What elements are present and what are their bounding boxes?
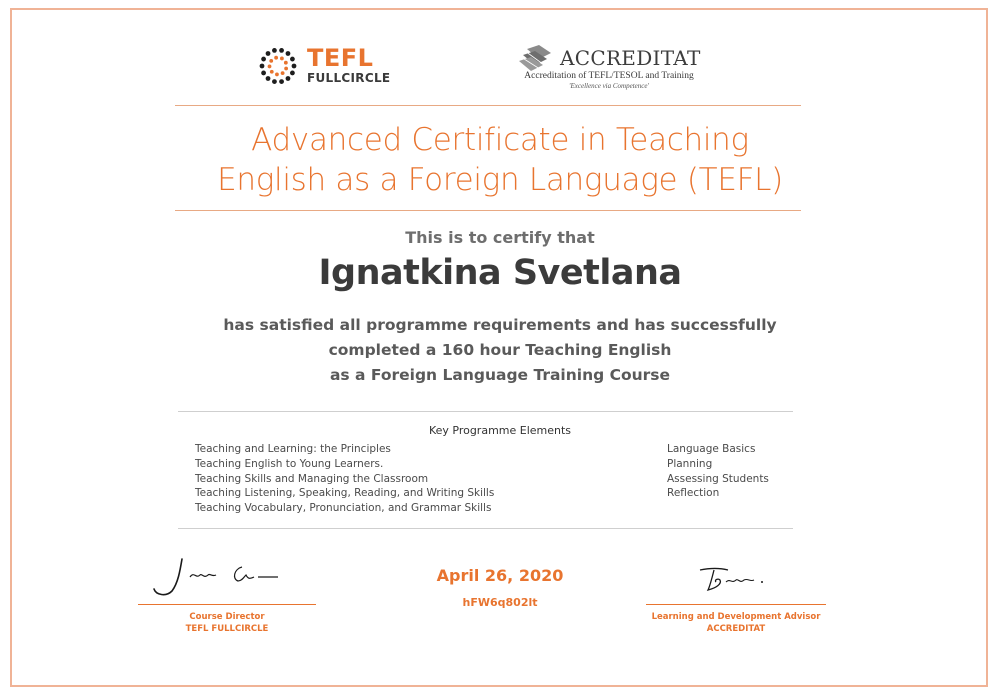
list-item: Teaching Listening, Speaking, Reading, and Writing Skills [195,487,495,500]
title-line-1: Advanced Certificate in Teaching [251,122,749,158]
body-line-1: has satisfied all programme requirements and has successfully [223,316,777,334]
right-signatory [636,611,836,635]
title-bottom-rule [175,210,801,211]
programme-top-rule [178,411,793,412]
logo-accreditat-tagline: Accreditation of TEFL/TESOL and Training [524,71,694,81]
list-item: Planning [667,457,713,470]
programme-list-right [667,442,817,501]
accreditat-logo [516,44,702,92]
list-item: Teaching and Learning: the Principles [195,443,391,455]
course-director-signature [150,553,290,601]
issue-date: April 26, 2020 [436,566,564,585]
list-item: Assessing Students [667,472,769,485]
list-item: Teaching Vocabulary, Pronunciation, and Grammar Skills [195,502,492,515]
body-line-2: completed a 160 hour Teaching English [328,341,672,359]
body-line-3: as a Foreign Language Training Course [329,366,671,384]
advisor-signature [690,562,780,598]
completion-statement [160,313,840,388]
certify-statement: This is to certify that [405,228,595,247]
left-signature-line [138,604,316,605]
certificate-code: hFW6q802lt [462,596,538,609]
accreditat-stripes-icon [519,45,555,73]
certificate-title [150,120,850,200]
title-top-rule [175,105,801,106]
dotted-circle-logo-icon [258,46,298,86]
recipient-name: Ignatkina Svetlana [318,253,682,293]
logo-fullcircle-text: FULLCIRCLE [307,71,391,85]
title-line-2: English as a Foreign Language (TEFL) [217,162,783,198]
list-item: Reflection [667,487,720,500]
programme-heading: Key Programme Elements [428,424,572,437]
right-signatory-role: Learning and Development Advisor [651,612,821,622]
logo-tefl-text: TEFL [307,44,374,72]
programme-list-left [195,442,555,516]
list-item: Teaching English to Young Learners. [195,457,384,470]
left-signatory [138,611,316,635]
logo-accreditat-text: ACCREDITAT [560,46,701,70]
right-signature-line [646,604,826,605]
left-signatory-role: Course Director [189,612,265,622]
list-item: Language Basics [667,443,756,455]
programme-bottom-rule [178,528,793,529]
tefl-fullcircle-logo [258,46,408,88]
right-signatory-org: ACCREDITAT [706,624,766,634]
left-signatory-org: TEFL FULLCIRCLE [185,624,269,634]
logo-accreditat-motto: 'Excellence via Competence' [569,82,649,90]
list-item: Teaching Skills and Managing the Classroom [195,472,429,485]
